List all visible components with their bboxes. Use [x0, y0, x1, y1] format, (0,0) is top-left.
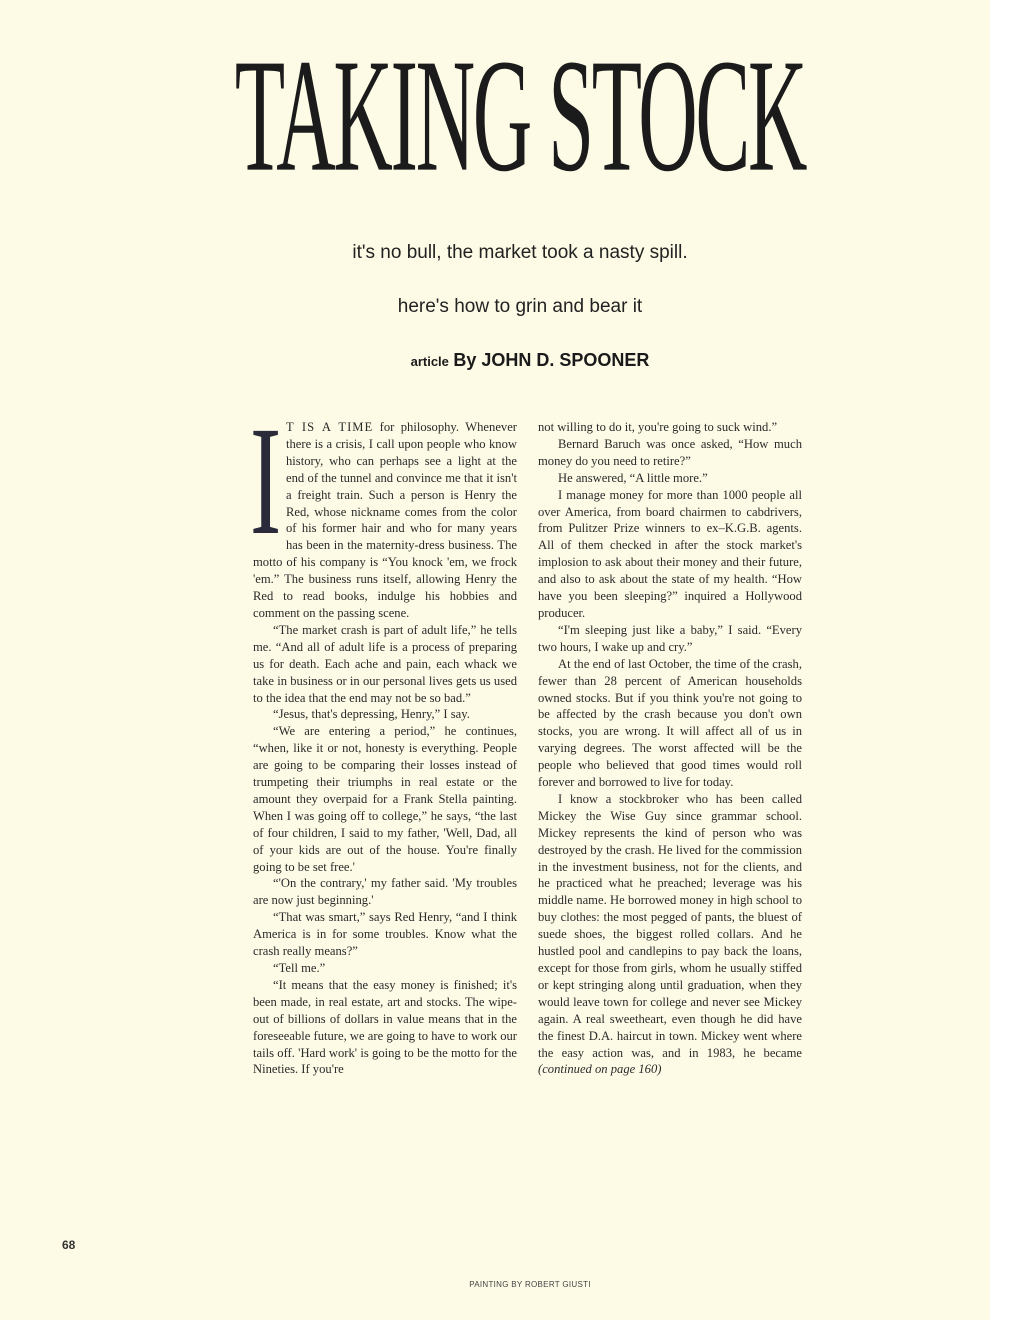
opening-smallcaps: T IS A TIME — [286, 420, 374, 434]
text-column-2 — [538, 419, 802, 1078]
paragraph: “We are entering a period,” he continues, “when, like it or not, honesty is everything. People are going to be comparing their losses instead of trumpeting their triumphs in real estate or the amount they overpaid for a Frank Stella painting. When I was going off to college,” he says, “the last of four children, I said to my father, 'Well, Dad, all of your kids are out of the house. You're finally going to be set free.' — [253, 724, 517, 874]
paragraph: “It means that the easy money is finished; it's been made, in real estate, art and stocks. The wipe-out of billions of dollars in value means that in the foreseeable future, we are going to have to work our tails off. 'Hard work' is going to be the motto for the Nineties. If you're — [253, 977, 517, 1077]
text-column-1 — [250, 394, 517, 1078]
paragraph: “Tell me.” — [273, 961, 326, 975]
page-number: 68 — [62, 1238, 76, 1252]
continued-note: (continued on page 160) — [538, 1062, 662, 1077]
paragraph: At the end of last October, the time of the crash, fewer than 28 percent of American households owned stocks. But if you think you're not going to be affected by the crash because you don't own stocks, you are wrong. It will affect all of us in varying degrees. The worst affected will be the people who believed that good times would roll forever and borrowed to live for today. — [538, 656, 802, 790]
paragraph: “Jesus, that's depressing, Henry,” I say. — [273, 707, 470, 722]
paragraph-text: I know a stockbroker who has been called Mickey the Wise Guy since grammar school. Mickey represents the kind of person who was destroyed by the crash. He lived for the commission in the investment business, not for the clients, and he practiced what he preached; leverage was his middle name. He borrowed money in high school to buy clothes: the most pegged of pants, the bluest of suede shoes, the biggest rolled collars. And he hustled pool and candlepins to pay back the loans, except for those from girls, whom he usually stiffed or kept stringing along until graduation, when they would leave town for college and never see Mickey again. A real sweetheart, even though he did have the finest D.A. haircut in town. Mickey went where the easy action was, and in 1983, he became — [538, 791, 802, 1060]
paragraph: “That was smart,” says Red Henry, “and I think America is in for some troubles. Know what the crash really means?” — [253, 910, 517, 959]
paragraph — [250, 394, 517, 622]
photo-credit: PAINTING BY ROBERT GIUSTI — [469, 1280, 591, 1289]
paragraph: not willing to do it, you're going to suck wind.” — [538, 420, 778, 434]
paragraph: I manage money for more than 1000 people all over America, from board chairmen to cabdrivers, from Pulitzer Prize winners to ex–K.G.B. agents. All of them checked in after the stock market's implosion to ask about their money and their future, and also to ask about the state of my health. “How have you been sleeping?” inquired a Hollywood producer. — [538, 487, 802, 620]
subtitle-line-2: here's how to grin and bear it — [397, 296, 643, 317]
subtitle-line-1: it's no bull, the market took a nasty spill. — [352, 242, 688, 263]
paragraph: “'On the contrary,' my father said. 'My troubles are now just beginning.' — [253, 876, 517, 908]
article-title: TAKING STOCK — [234, 24, 806, 205]
paragraph: “I'm sleeping just like a baby,” I said. “Every two hours, I wake up and cry.” — [538, 622, 802, 654]
paragraph — [538, 791, 802, 1078]
byline-prefix: article — [410, 354, 449, 369]
paragraph: “The market crash is part of adult life,” he tells me. “And all of adult life is a process of preparing us for death. Each ache and pain, each whack we take in business or in our personal lives gets us used to the idea that the end may not be so bad.” — [253, 622, 517, 705]
paragraph-text: for philosophy. Whenever there is a crisis, I call upon people who know history, who can perhaps see a light at the end of the tunnel and convince me that it isn't a freight train. Such a person is Henry the Red, whose nickname comes from the color of his former hair and who for many years has been in the maternity-dress business. The motto of his company is “You knock 'em, we frock 'em.” The business runs itself, allowing Henry the Red to read books, indulge his hobbies and comment on the passing scene. — [253, 420, 517, 620]
drop-cap: I — [250, 394, 282, 567]
byline-author: By JOHN D. SPOONER — [453, 350, 650, 370]
paragraph: He answered, “A little more.” — [558, 470, 708, 485]
paragraph: Bernard Baruch was once asked, “How much money do you need to retire?” — [538, 436, 802, 468]
byline — [0, 350, 990, 371]
